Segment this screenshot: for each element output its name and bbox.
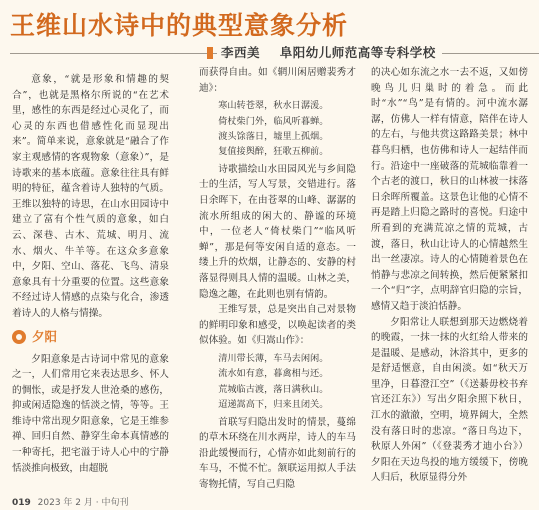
poem-line: 荒城临古渡，落日满秋山。 [218, 383, 329, 395]
paragraph: 夕阳常让人联想到那天边燃烧着的晚霞，一抹一抹的火红给人带来的是温暖、是感动，沐浴其中，更多的是舒适惬意，自由闲淡。如“秋天万里净，日暮澄江空”（《送綦毋校书弃官还江东》）写出夕阳余照下秋日，江水的澈澈，空明，境界阔大，全然没有落日时的悲凉。“落日鸟边下，秋原人外闲”（《登裴秀才迪小台》）夕阳在天边鸟投的地方缓缓下，傍晚人归后，秋原显得分外 [371, 316, 528, 484]
poem-line: 渡头馀落日，墟里上孤烟。 [218, 131, 329, 142]
author-name: 李西美 [221, 45, 261, 60]
poem-line: 寒山转苍翠，秋水日潺湲。 [218, 100, 329, 112]
paragraph: 的决心如东流之水一去不返，又如傍晚鸟儿归巢时的着急。而此时“水”“鸟”是有情的。河中流水潺潺，仿佛人一样有情意，陪伴在诗人的左右，与他共赏这路路美景；林中暮鸟归栖，也仿佛和诗人一起结伴而行。沿途中一座破落的荒城临靠着一个古老的渡口，秋日的山林被一抹落日余晖所覆盖。这景色让他的心情不再是踏上归隐之路时的喜悦。归途中所看到的充满荒凉之情的荒城，古渡，落日，秋山让诗人的心情越然生出一丝凄凉。诗人的心情随着景色在悄静与悲凉之间转换，然后便紧紧扣一个“归”字，点明辞官归隐的宗旨，感情又趋于淡泊恬静。 [371, 67, 528, 312]
poem-line: 复值接舆醉，狂歌五柳前。 [218, 146, 329, 158]
column-3 [371, 65, 528, 486]
paragraph: 王维写景，总是突出自己对景物的鲜明印象和感受，以唤起读者的类似体验。如《归嵩山作》： [199, 304, 356, 347]
author-affiliation: 阜阳幼儿师范高等专科学校 [279, 45, 436, 60]
issue-info: 2023 年 2 月 · 中旬刊 [37, 498, 129, 508]
paragraph: 夕阳意象是古诗词中常见的意象之一，人们常用它来表达思乡、怀人的惆怅，或是抒发人世沧桑的感伤，抑或闲适隐逸的恬淡之情，等等。王维诗中常出现夕阳意象，它是王维参禅、回归自然、静穿生命本真情感的一种寄托，把宅溢于诗人心中的宁静恬淡推向极致，由超脱 [12, 353, 169, 474]
poem-line: 清川带长薄，车马去闲闲。 [218, 352, 329, 364]
paragraph: 首联写归隐出发时的情景，蔓绵的草木环绕在川水两岸，诗人的车马沿此缓慢而行，心情亦如此刻前行的车马，不慌不忙。颔联运用拟人手法寄物托情，写自己归隐 [199, 416, 356, 490]
poem-line: 流水如有意，暮禽相与还。 [218, 368, 329, 380]
paragraph: 诗歌描绘山水田园风光与乡间隐士的生活，写人写景，交错进行。落日余晖下，在由苍翠的山峰、潺潺的流水所组成的闲大的、静谧的环境中，一位老人“倚杖柴门”“临风听蝉”，那是何等安闲自适的意态。一缕上升的炊烟，让静态的、安静的村落显得则具人情的温暖。山林之美，隐逸之趣，在此则也别有情韵。 [199, 163, 356, 300]
section-heading-label: 夕阳 [32, 328, 58, 344]
author-bar [0, 44, 539, 62]
article-title: 王维山水诗中的典型意象分析 [10, 11, 349, 40]
column-2 [199, 65, 356, 493]
paragraph: 而获得自由。如《辋川闲居赠裴秀才迪》： [199, 67, 356, 94]
column-1 [12, 72, 169, 476]
poem-line: 迢递嵩高下，归来且闭关。 [218, 399, 329, 411]
page-footer [12, 495, 128, 508]
author-marker-block [207, 47, 213, 59]
poem-block [199, 98, 356, 160]
poem-block [199, 351, 356, 413]
section-heading [12, 328, 169, 346]
page-number: 019 [12, 498, 31, 508]
poem-line: 倚杖柴门外，临风听暮蝉。 [218, 115, 329, 127]
author-line [217, 44, 442, 62]
paragraph: 意象，“就是形象和情趣的契合”，也就是黑格尔所说的“在艺术里，感性的东西是经过心灵化了，而心灵的东西也借感性化而显现出来”。简单来说，意象就是“融合了作家主观感情的客观物象（意象）”，是诗歌来的基本底蕴。意象往往具有鲜明的特征，蕴含着诗人独特的气质。王维以独特的诗思，在山水田园诗中建立了富有个性气质的意象，如白云、深巷、古木、荒城、明月、流水、烟火、牛羊等。在这众多意象中，夕阳、空山、落花、飞鸟、清泉意象具有十分重要的位置。这些意象不经过诗人情感的点染与化合，渗透着诗人的人格与情操。 [12, 74, 169, 319]
section-bullet-icon [12, 330, 26, 344]
